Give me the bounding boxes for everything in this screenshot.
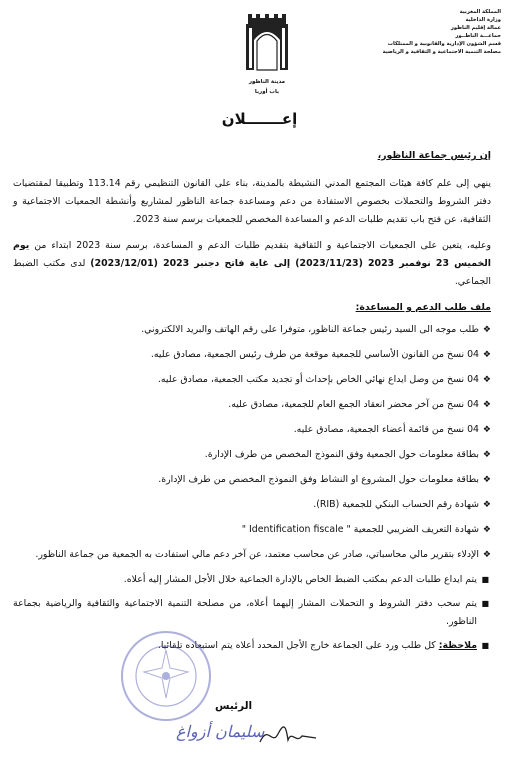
square-bullet-icon: ■ xyxy=(481,575,489,584)
list-item: ❖ شهادة التعريف الضريبي للجمعية " Identification fiscale " xyxy=(13,521,491,539)
list-item: ❖ 04 نسخ من قائمة أعضاء الجمعية، مصادق عليه. xyxy=(13,421,491,439)
list-item: ❖ 04 نسخ من وصل ايداع نهائي الخاص بإحداث أو تجديد مكتب الجمعية، مصادق عليه. xyxy=(13,371,491,389)
note-text: كل طلب ورد على الجماعة خارج الأجل المحدد أعلاه يتم استبعاده تلقائيا. xyxy=(157,640,439,651)
city-logo xyxy=(240,14,294,96)
check-bullet-icon: ❖ xyxy=(482,350,491,360)
square-bullet-icon: ■ xyxy=(481,599,489,608)
deadline-text-end: لدى مكتب الضبط الجماعي. xyxy=(13,258,491,287)
list-item: ❖ بطاقة معلومات حول المشروع او النشاط وفق النموذج المخصص من طرف الإدارة. xyxy=(13,471,491,489)
official-round-stamp-icon xyxy=(118,628,214,724)
handwritten-signature-icon xyxy=(258,722,318,748)
list-item: ❖ 04 نسخ من القانون الأساسي للجمعية موقعة من طرف رئيس الجمعية، مصادق عليه. xyxy=(13,346,491,364)
final-note xyxy=(13,637,491,655)
check-bullet-icon: ❖ xyxy=(482,525,491,535)
header-line: قسم الشؤون الإدارية والقانونية و الممتلكات xyxy=(387,41,501,47)
header-line: وزارة الداخلية xyxy=(465,17,501,23)
list-item: ❖ 04 نسخ من آخر محضر انعقاد الجمع العام للجمعية، مصادق عليه. xyxy=(13,396,491,414)
header-line: مصلحة التنمية الاجتماعية و الثقافية و الرياضية xyxy=(382,49,501,55)
header-line: المملكة المغربية xyxy=(459,9,501,15)
official-header xyxy=(361,8,501,56)
announcement-title: إعـــــــلان xyxy=(221,110,298,128)
header-line: عمالة إقليم الناظور xyxy=(450,25,501,31)
deadline-text-start: وعليه، يتعين على الجمعيات الاجتماعية و الثقافية بتقديم طلبات الدعم و المساعدة، برسم سنة 2023 ابتداء من xyxy=(29,240,492,251)
documents-list xyxy=(13,321,491,564)
check-bullet-icon: ❖ xyxy=(482,500,491,510)
list-item: ■ يتم سحب دفتر الشروط و التحملات المشار إليهما أعلاه، من مصلحة التنمية الاجتماعية والثقافية والرياضية بجماعة الناظور. xyxy=(13,595,491,631)
intro-paragraph: ينهي إلى علم كافة هيئات المجتمع المدني النشيطة بالمدينة، بناء على القانون التنظيمي رقم 113.14 وتطبيقا لمقتضيات دفتر الشروط والتحملات بخصوص الاستفادة من دعم ومساعدة جماعة الناظور لمشاريع وأنشطة الجمعيات الاجتماعية و الثقافية، عن فتح باب تقديم طلبات الدعم و المساعدة المخصص للجمعيات برسم سنة 2023. xyxy=(13,178,491,225)
check-bullet-icon: ❖ xyxy=(482,475,491,485)
check-bullet-icon: ❖ xyxy=(482,375,491,385)
note-label: ملاحظة: xyxy=(438,640,477,651)
deadline-paragraph xyxy=(13,237,491,291)
list-item: ❖ شهادة رقم الحساب البنكي للجمعية (RIB). xyxy=(13,496,491,514)
signatory-name: سليمان أزواغ xyxy=(176,722,265,741)
check-bullet-icon: ❖ xyxy=(482,550,491,560)
notes-list xyxy=(13,571,491,655)
square-bullet-icon: ■ xyxy=(481,641,489,650)
check-bullet-icon: ❖ xyxy=(482,325,491,335)
header-line: جماعـــة الناظــور xyxy=(455,33,501,39)
announcement-body xyxy=(13,147,491,661)
logo-caption: باب أوربا xyxy=(254,89,280,95)
check-bullet-icon: ❖ xyxy=(482,450,491,460)
list-item: ❖ بطاقة معلومات حول الجمعية وفق النموذج المخصص من طرف الإدارة. xyxy=(13,446,491,464)
signature-title: الرئيس xyxy=(215,700,253,712)
list-item: ❖ طلب موجه الى السيد رئيس جماعة الناظور، متوفرا على رقم الهاتف والبريد الالكتروني. xyxy=(13,321,491,339)
check-bullet-icon: ❖ xyxy=(482,425,491,435)
city-name: مدينة الناظور xyxy=(248,79,286,85)
list-item: ■ يتم ايداع طلبات الدعم بمكتب الضبط الخاص بالإدارة الجماعية خلال الأجل المشار إليه أعلاه. xyxy=(13,571,491,589)
deadline-dates: يوم الخميس 23 نوفمبر 2023 (2023/11/23) إلى غاية فاتح دجنبر 2023 (2023/12/01) xyxy=(13,240,491,269)
check-bullet-icon: ❖ xyxy=(482,400,491,410)
bab-europa-gate-icon xyxy=(240,14,294,72)
file-title: ملف طلب الدعم و المساعدة: xyxy=(355,302,491,313)
list-item: ❖ الإدلاء بتقرير مالي محاسباتي، صادر عن محاسب معتمد، عن آخر دعم مالي استفادت به الجمعية من جماعة الناظور. xyxy=(13,546,491,564)
addressee: إن رئيس جماعة الناظور، xyxy=(377,150,491,161)
